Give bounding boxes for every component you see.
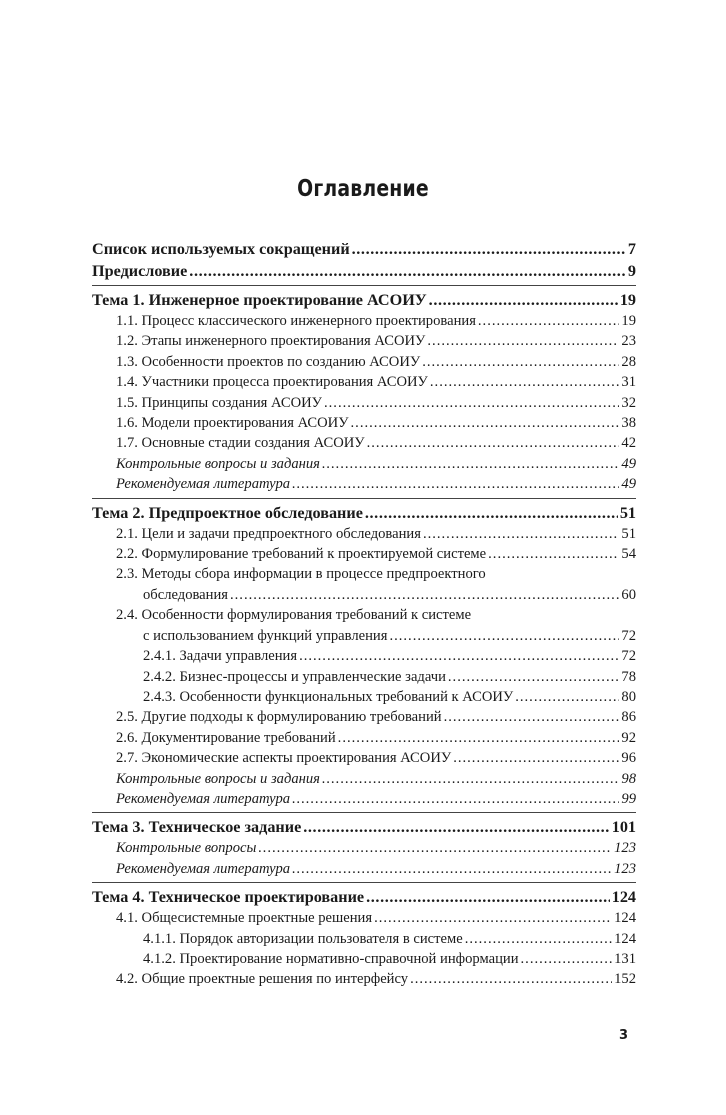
toc-entry-topic-1: Тема 1. Инженерное проектирование АСОИУ ..... 19	[92, 289, 636, 311]
section-divider	[92, 812, 636, 813]
toc-entry: 2.4.3. Особенности функциональных требований к АСОИУ ..... 80	[92, 687, 636, 707]
toc-entry-preface: Предисловие ..... 9	[92, 260, 636, 282]
toc-entry: 1.5. Принципы создания АСОИУ ..... 32	[92, 393, 636, 413]
toc-entry: 2.5. Другие подходы к формулированию требований ..... 86	[92, 707, 636, 727]
section-divider	[92, 498, 636, 499]
toc-entry-abbreviations: Список используемых сокращений ..... 7	[92, 238, 636, 260]
toc-entry-questions: Контрольные вопросы ..... 123	[92, 838, 636, 858]
toc-entry: 1.2. Этапы инженерного проектирования АСОИУ ..... 23	[92, 331, 636, 351]
toc-entry-topic-2: Тема 2. Предпроектное обследование ..... 51	[92, 502, 636, 524]
toc-entry: 2.2. Формулирование требований к проектируемой системе ..... 54	[92, 544, 636, 564]
toc-entry: 2.1. Цели и задачи предпроектного обследования ..... 51	[92, 524, 636, 544]
page-title: Оглавление	[297, 176, 429, 202]
toc-entry-literature: Рекомендуемая литература ..... 99	[92, 789, 636, 809]
toc-entry: 1.6. Модели проектирования АСОИУ ..... 38	[92, 413, 636, 433]
toc-entry: обследования ..... 60	[92, 585, 636, 605]
toc-entry: 4.2. Общие проектные решения по интерфейсу ..... 152	[92, 969, 636, 989]
toc-entry: 2.7. Экономические аспекты проектирования АСОИУ ..... 96	[92, 748, 636, 768]
toc-entry: 4.1.1. Порядок авторизации пользователя в системе ..... 124	[92, 929, 636, 949]
toc-entry-topic-4: Тема 4. Техническое проектирование ..... 124	[92, 886, 636, 908]
section-divider	[92, 882, 636, 883]
toc-entry-literature: Рекомендуемая литература ..... 123	[92, 859, 636, 879]
toc-entry: 2.4.2. Бизнес-процессы и управленческие задачи ..... 78	[92, 667, 636, 687]
toc-entry-line: 2.3. Методы сбора информации в процессе предпроектного	[116, 566, 486, 583]
toc-entry-questions: Контрольные вопросы и задания ..... 98	[92, 769, 636, 789]
toc-entry: с использованием функций управления ..... 72	[92, 626, 636, 646]
section-divider	[92, 285, 636, 286]
toc-entry: 1.1. Процесс классического инженерного проектирования ..... 19	[92, 311, 636, 331]
page-number: 3	[619, 1028, 629, 1043]
toc-entry: 1.4. Участники процесса проектирования АСОИУ ..... 31	[92, 372, 636, 392]
toc-entry: 1.7. Основные стадии создания АСОИУ ..... 42	[92, 433, 636, 453]
toc-entry: 2.6. Документирование требований ..... 92	[92, 728, 636, 748]
table-of-contents	[92, 238, 636, 990]
toc-entry: 4.1. Общесистемные проектные решения ..... 124	[92, 908, 636, 928]
toc-entry: 4.1.2. Проектирование нормативно-справочной информации ..... 131	[92, 949, 636, 969]
toc-entry-line: 2.4. Особенности формулирования требований к системе	[116, 607, 472, 624]
toc-entry-topic-3: Тема 3. Техническое задание ..... 101	[92, 816, 636, 838]
toc-entry-literature: Рекомендуемая литература ..... 49	[92, 474, 636, 494]
toc-entry-questions: Контрольные вопросы и задания ..... 49	[92, 454, 636, 474]
toc-entry: 1.3. Особенности проектов по созданию АСОИУ ..... 28	[92, 352, 636, 372]
toc-entry: 2.4.1. Задачи управления ..... 72	[92, 646, 636, 666]
